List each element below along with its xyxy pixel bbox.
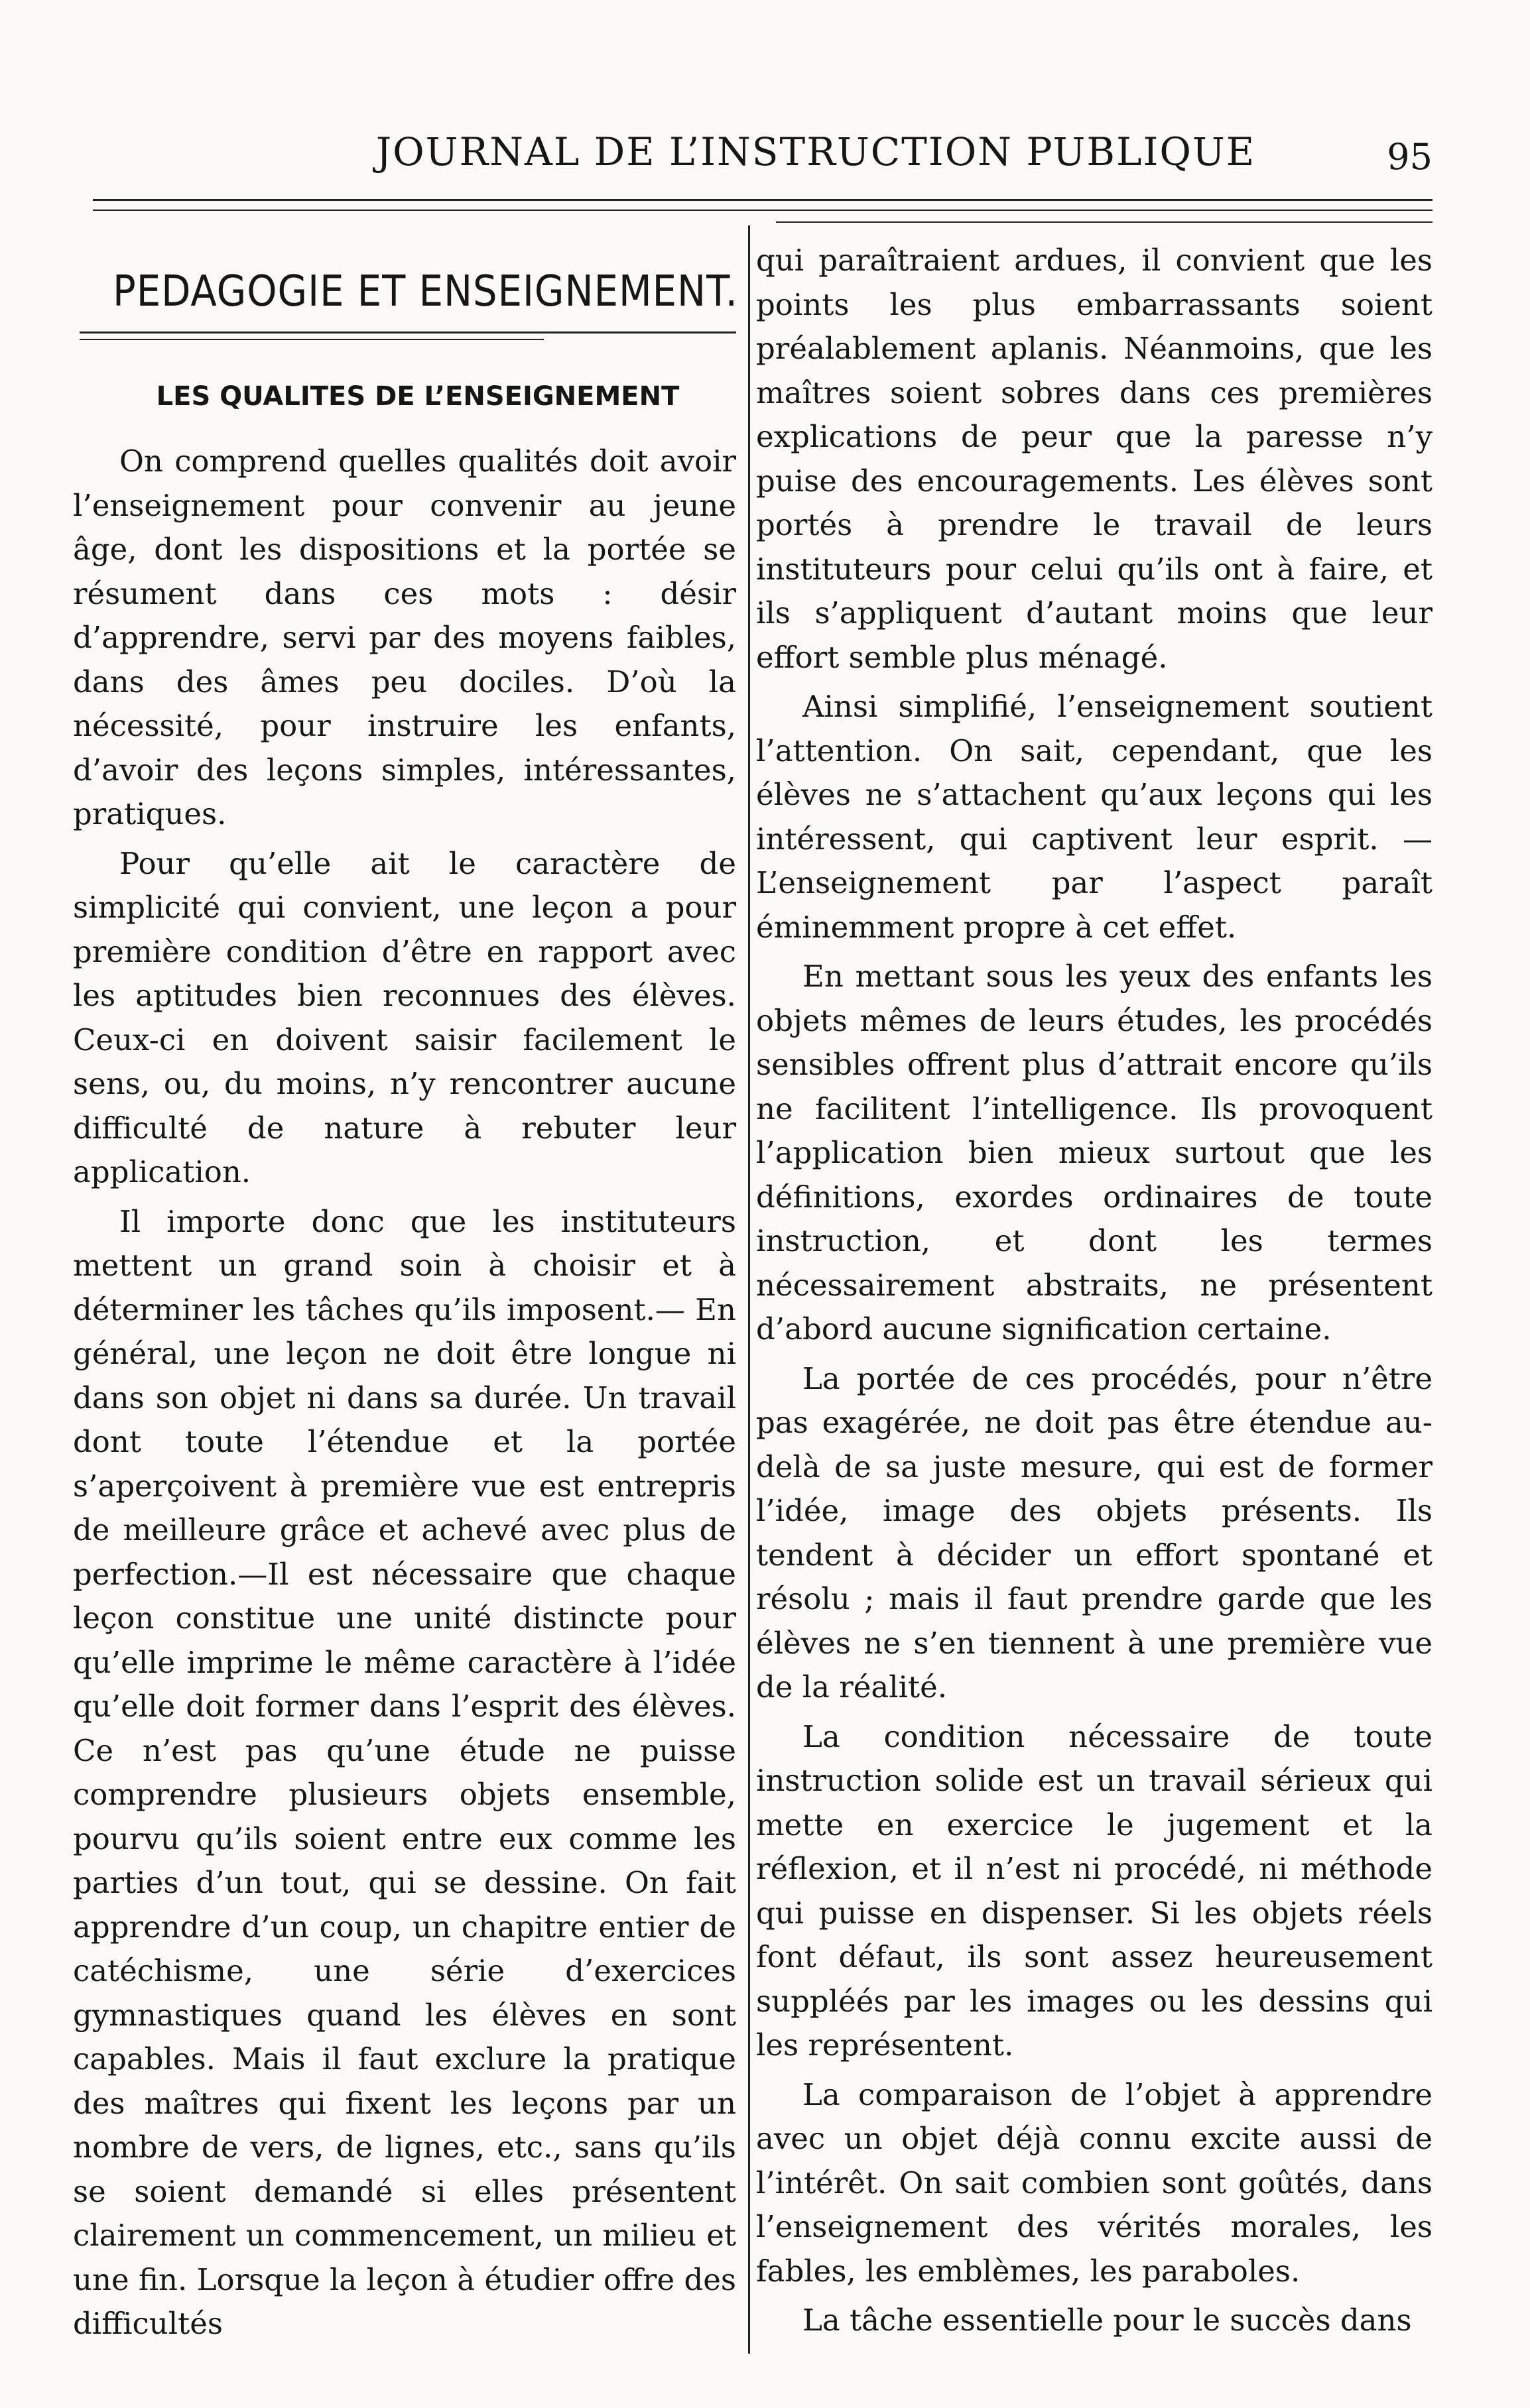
- article-title: LES QUALITES DE L’ENSEIGNEMENT: [156, 381, 680, 412]
- running-head: [93, 129, 1433, 196]
- page-number: 95: [1387, 136, 1433, 178]
- paragraph: La tâche essentielle pour le succès dans: [802, 2303, 1412, 2338]
- title-rule: [80, 331, 736, 333]
- paragraph: La portée de ces procédés, pour n’être pas exagérée, ne doit pas être étendue au-delà de sa juste mesure, qui est de former l’idée, image des objets présents. Ils tendent à décider un effort spontané et résolu ; mais il faut prendre garde que les élèves ne s’en tiennent à une première vue de la réalité.: [756, 1360, 1433, 1705]
- paragraph: En mettant sous les yeux des enfants les objets mêmes de leurs études, les procédés sensibles offrent plus d’attrait encore qu’ils ne facilitent l’intelligence. Ils provoquent l’application bien mieux surtout que les définitions, exordes ordinaires de toute instruction, et dont les termes nécessairement abstraits, ne présentent d’abord aucune signification certaine.: [756, 959, 1433, 1347]
- left-column: [73, 239, 736, 2352]
- paragraph: La condition nécessaire de toute instruction solide est un travail sérieux qui mette en exercice le jugement et la réflexion, et il n’est ni procédé, ni méthode qui puisse en dispenser. Si les objets réels font défaut, ils sont assez heureusement suppléés par les images ou les dessins qui les représentent.: [756, 1718, 1433, 2063]
- section-title: PEDAGOGIE ET ENSEIGNEMENT.: [113, 267, 738, 316]
- paragraph: Pour qu’elle ait le caractère de simplicité qui convient, une leçon a pour première condition d’être en rapport avec les aptitudes bien reconnues des élèves. Ceux-ci en doivent saisir facilement le sens, ou, du moins, n’y rencontrer aucune difficulté de nature à rebuter leur application.: [73, 845, 736, 1189]
- paragraph: On comprend quelles qualités doit avoir l’enseignement pour convenir au jeune âge, dont les dispositions et la portée se résument dans ces mots : désir d’apprendre, servi par des moyens faibles, dans des âmes peu dociles. D’où la nécessité, pour instruire les enfants, d’avoir des leçons simples, intéressantes, pratiques.: [73, 444, 736, 831]
- title-rule: [80, 339, 544, 340]
- paragraph: Il importe donc que les instituteurs mettent un grand soin à choisir et à déterminer les tâches qu’ils imposent.— En général, une leçon ne doit être longue ni dans son objet ni dans sa durée. Un travail dont toute l’étendue et la portée s’aperçoivent à première vue est entrepris de meilleure grâce et achevé avec plus de perfection.—Il est nécessaire que chaque leçon constitue une unité distincte pour qu’elle imprime le même caractère à l’idée qu’elle doit former dans l’esprit des élèves. Ce n’est pas qu’une étude ne puisse comprendre plusieurs objets ensemble, pourvu qu’ils soient entre eux comme les parties d’un tout, qui se dessine. On fait apprendre d’un coup, un chapitre entier de catéchisme, une série d’exercices gymnastiques quand les élèves en sont capables. Mais il faut exclure la pratique des maîtres qui fixent les leçons par un nombre de vers, de lignes, etc., sans qu’ils se soient demandé si elles présentent clairement un commencement, un milieu et une fin. Lorsque la leçon à étudier offre des difficultés: [73, 1203, 736, 2341]
- paragraph: Ainsi simplifié, l’enseignement soutient l’attention. On sait, cependant, que les élèves ne s’attachent qu’aux leçons qui les intéressent, qui captivent leur esprit. — L’enseignement par l’aspect paraît éminemment propre à cet effet.: [756, 689, 1433, 945]
- header-rule: [93, 199, 1433, 201]
- column-divider: [748, 225, 750, 2354]
- paragraph: La comparaison de l’objet à apprendre avec un objet déjà connu excite aussi de l’intérêt. On sait combien sont goûtés, dans l’enseignement des vérités morales, les fables, les emblèmes, les paraboles.: [756, 2077, 1433, 2289]
- journal-title: JOURNAL DE L’INSTRUCTION PUBLIQUE: [375, 129, 1256, 174]
- right-column: [756, 239, 1433, 2348]
- header-rule: [93, 210, 1433, 211]
- paragraph-continuation: qui paraîtraient ardues, il convient que les points les plus embarrassants soient préalablement aplanis. Néanmoins, que les maîtres soient sobres dans ces premières explications de peur que la paresse n’y puise des encouragements. Les élèves sont portés à prendre le travail de leurs instituteurs pour celui qu’ils ont à faire, et ils s’appliquent d’autant moins que leur effort semble plus ménagé.: [756, 243, 1433, 675]
- header-rule: [776, 221, 1433, 223]
